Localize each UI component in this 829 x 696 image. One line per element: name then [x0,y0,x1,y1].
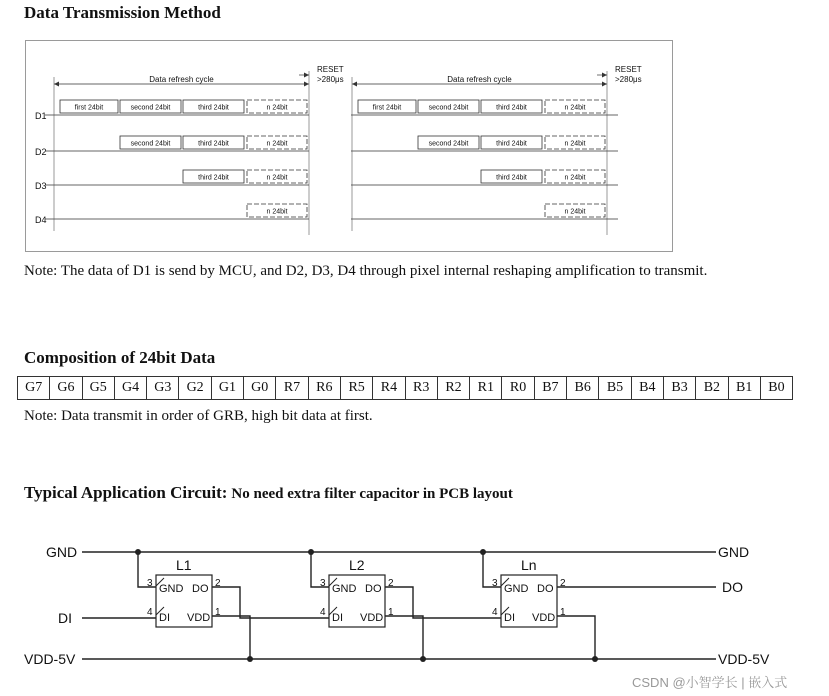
pin-number: 2 [388,578,394,589]
pin-number: 1 [560,607,566,618]
pin-number: 4 [147,607,153,618]
frame-label: second 24bit [130,140,171,148]
frame-label: third 24bit [198,140,229,148]
bit-cell: G1 [211,377,243,400]
circuit-title: Typical Application Circuit: [24,483,228,502]
section-title-data-transmission: Data Transmission Method [24,3,221,22]
pin-number: 3 [320,578,326,589]
bit-cell: G4 [114,377,146,400]
bit-cell: R7 [276,377,308,400]
frame-label: third 24bit [496,140,527,148]
junction-dot [420,656,426,662]
bit-row [18,377,793,400]
bit-cell: B3 [663,377,695,400]
led-label: L1 [176,557,192,573]
row-label-d4: D4 [35,215,47,225]
reset-time: >280μs [615,75,642,84]
pin-number: 3 [492,578,498,589]
pin-vdd-label: VDD [360,612,384,624]
frame-label: n 24bit [564,174,586,182]
pin-number: 1 [388,607,394,618]
pin-number: 3 [147,578,153,589]
do-label: DO [722,579,743,595]
gnd-label-left: GND [46,544,78,560]
pin-do-label: DO [537,583,554,595]
pin-number: 2 [560,578,566,589]
frame-label: third 24bit [496,104,527,112]
bit-cell: B2 [696,377,728,400]
frame-label: n 24bit [266,174,288,182]
bit-cell: G2 [179,377,211,400]
pin-gnd-label: GND [504,583,529,595]
gnd-label-right: GND [718,544,750,560]
bit-cell: R1 [470,377,502,400]
application-circuit [0,520,829,696]
frame-label: n 24bit [564,140,586,148]
bit-cell: R4 [373,377,405,400]
bit-cell: B7 [534,377,566,400]
frame-label: second 24bit [428,140,469,148]
arrow-head [54,82,59,87]
frame-label: n 24bit [266,140,288,148]
pin-do-label: DO [365,583,382,595]
arrow-head [352,82,357,87]
section-title-circuit [24,483,513,503]
bit-cell: R0 [502,377,534,400]
pin-di-label: DI [504,612,515,624]
bit-composition-table [17,376,793,400]
vdd-label-left: VDD-5V [24,651,76,667]
pin-number: 4 [492,607,498,618]
bit-cell: R3 [405,377,437,400]
vdd-wire [557,616,595,659]
bit-cell: R6 [308,377,340,400]
bit-cell: G3 [147,377,179,400]
frame-label: n 24bit [266,104,288,112]
frame-label: first 24bit [74,104,104,112]
pin-vdd-label: VDD [532,612,556,624]
frame-label: n 24bit [266,208,288,216]
row-label-d2: D2 [35,147,47,157]
frame-label: second 24bit [428,104,469,112]
reset-time: >280μs [317,75,344,84]
frame-label: third 24bit [198,174,229,182]
vdd-label-right: VDD-5V [718,651,770,667]
frame-label: first 24bit [372,104,402,112]
grb-order-note: Note: Data transmit in order of GRB, high bit data at first. [24,408,373,424]
frame-label: n 24bit [564,208,586,216]
watermark: CSDN @小智学长 | 嵌入式 [632,675,788,690]
bit-cell: G0 [244,377,276,400]
bit-cell: G6 [50,377,82,400]
di-label: DI [58,610,72,626]
bit-cell: B4 [631,377,663,400]
row-label-d3: D3 [35,181,47,191]
led-label: Ln [521,557,537,573]
timing-diagram-frame [25,40,673,252]
bit-cell: B0 [760,377,792,400]
vdd-wire [385,616,423,659]
junction-dot [135,549,141,555]
timing-diagram [26,41,672,251]
transmission-note: Note: The data of D1 is send by MCU, and D2, D3, D4 through pixel internal reshaping amplification to transmit. [24,263,708,279]
junction-dot [308,549,314,555]
vdd-wire [212,616,250,659]
bit-cell: B6 [567,377,599,400]
circuit-subtitle: No need extra filter capacitor in PCB layout [231,486,513,502]
arrow-head [304,73,309,78]
section-title-24bit: Composition of 24bit Data [24,348,216,367]
pin-number: 4 [320,607,326,618]
frame-label: second 24bit [130,104,171,112]
arrow-head [602,73,607,78]
pin-number: 1 [215,607,221,618]
pin-do-label: DO [192,583,209,595]
reset-label: RESET [317,65,344,74]
bit-cell: R2 [437,377,469,400]
reset-label: RESET [615,65,642,74]
bit-cell: B1 [728,377,760,400]
pin-di-label: DI [332,612,343,624]
pin-gnd-label: GND [159,583,184,595]
pin-di-label: DI [159,612,170,624]
cycle-label: Data refresh cycle [447,75,512,84]
bit-cell: B5 [599,377,631,400]
do-to-di-wire [212,587,329,618]
arrow-head [304,82,309,87]
arrow-head [602,82,607,87]
cycle-label: Data refresh cycle [149,75,214,84]
pin-number: 2 [215,578,221,589]
bit-cell: R5 [340,377,372,400]
row-label-d1: D1 [35,111,47,121]
junction-dot [480,549,486,555]
bit-cell: G5 [82,377,114,400]
pin-vdd-label: VDD [187,612,211,624]
junction-dot [247,656,253,662]
junction-dot [592,656,598,662]
frame-label: third 24bit [198,104,229,112]
do-to-di-wire [385,587,501,618]
bit-cell: G7 [18,377,50,400]
led-label: L2 [349,557,365,573]
pin-gnd-label: GND [332,583,357,595]
frame-label: third 24bit [496,174,527,182]
frame-label: n 24bit [564,104,586,112]
